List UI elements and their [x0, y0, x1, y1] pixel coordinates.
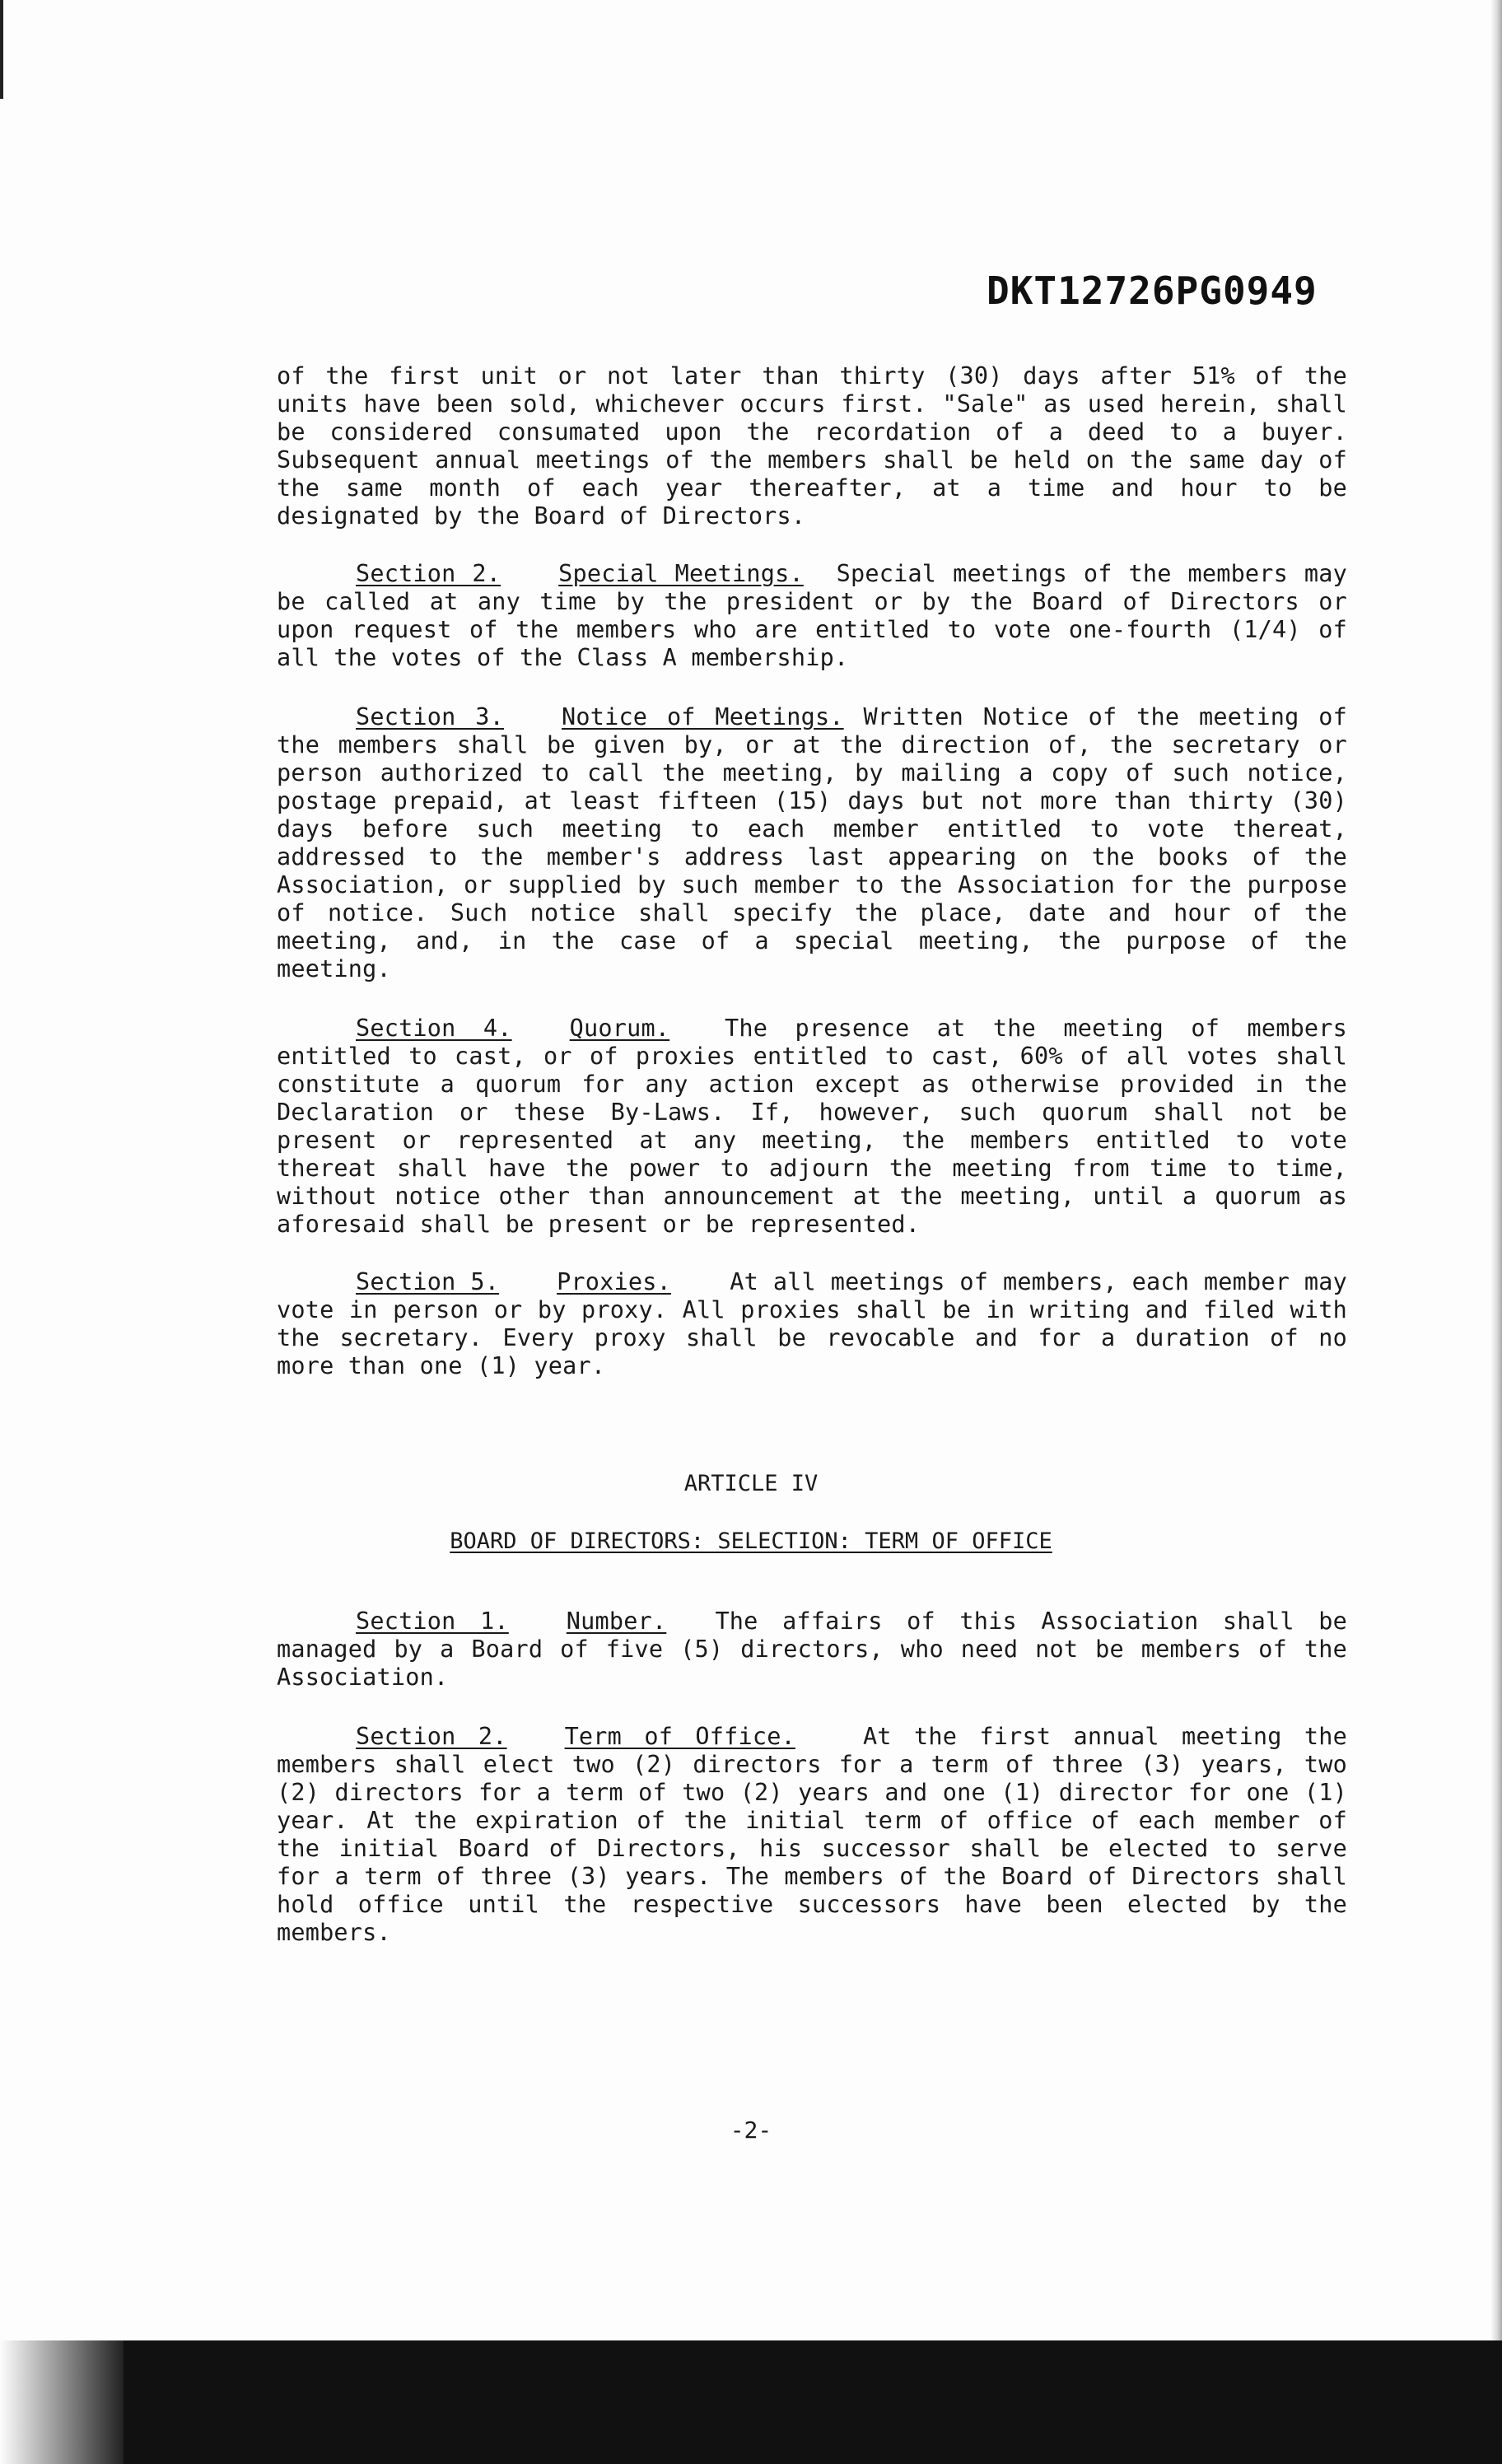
section-title: Notice of Meetings.: [562, 703, 844, 730]
article3-section5: [277, 1268, 1347, 1380]
article3-section2: [277, 560, 1347, 672]
section-number: Section 2.: [356, 1723, 507, 1750]
article4-section1: [277, 1608, 1347, 1692]
article-heading: ARTICLE IV: [683, 1471, 819, 1496]
intro-text: of the first unit or not later than thirty (30) days after 51% of the units have been sold, whichever occurs first. "Sale" as used herein, shall be considered consumated upon the recordation of a deed to a buyer. Subsequent annual meetings of the members shall be held on the same day of the same month of each year thereafter, at a time and hour to be designated by the Board of Directors.: [277, 362, 1347, 530]
article4-section2: [277, 1723, 1347, 1947]
section-text: Written Notice of the meeting of the members shall be given by, or at the direction of, the secretary or person authorized to call the meeting, by mailing a copy of such notice, postage prepaid, at least fifteen (15) days but not more than thirty (30) days before such meeting to each member entitled to vote thereat, addressed to the member's address last appearing on the books of the Association, or supplied by such member to the Association for the purpose of notice. Such notice shall specify the place, date and hour of the meeting, and, in the case of a special meeting, the purpose of the meeting.: [277, 703, 1348, 982]
scan-bottom-band: [124, 2340, 1502, 2464]
intro-paragraph: [277, 362, 1347, 530]
section-text: At all meetings of members, each member may vote in person or by proxy. All proxies shall be in writing and filed with the secretary. Every proxy shall be revocable and for a duration of no more than one (1) year.: [277, 1268, 1347, 1379]
article3-section4: [277, 1015, 1347, 1239]
section-title: Term of Office.: [564, 1723, 795, 1750]
section-title: Proxies.: [557, 1268, 671, 1295]
scan-edge-right: [1490, 0, 1502, 2464]
section-number: Section 2.: [356, 560, 501, 587]
section-title: Special Meetings.: [558, 560, 804, 587]
page-number: -2-: [730, 2116, 772, 2144]
section-number: Section 5.: [356, 1268, 500, 1295]
section-text: The affairs of this Association shall be managed by a Board of five (5) directors, who need not be members of the Association.: [277, 1608, 1347, 1691]
article-subheading: BOARD OF DIRECTORS: SELECTION: TERM OF OFFICE: [450, 1528, 1052, 1554]
section-number: Section 3.: [356, 703, 505, 730]
section-title: Quorum.: [569, 1015, 670, 1042]
section-title: Number.: [566, 1608, 667, 1635]
section-text: The presence at the meeting of members entitled to cast, or of proxies entitled to cast, 60% of all votes shall constitute a quorum for any action except as otherwise provided in the Declaration or these By-Laws. If, however, such quorum shall not be present or represented at any meeting, the members entitled to vote thereat shall have the power to adjourn the meeting from time to time, without notice other than announcement at the meeting, until a quorum as aforesaid shall be present or be represented.: [277, 1015, 1348, 1238]
docket-stamp: DKT12726PG0949: [987, 268, 1318, 313]
scan-bottom-fade: [0, 2340, 124, 2464]
section-number: Section 1.: [356, 1608, 509, 1635]
scan-edge-left: [0, 0, 3, 99]
article3-section3: [277, 703, 1347, 983]
section-number: Section 4.: [356, 1015, 512, 1042]
section-text: Special meetings of the members may be called at any time by the president or by the Board of Directors or upon request of the members who are entitled to vote one-fourth (1/4) of all the votes of the Class A membership.: [277, 560, 1348, 671]
section-text: At the first annual meeting the members shall elect two (2) directors for a term of three (3) years, two (2) directors for a term of two (2) years and one (1) director for one (1) year. At the expiration of the initial term of office of each member of the initial Board of Directors, his successor shall be elected to serve for a term of three (3) years. The members of the Board of Directors shall hold office until the respective successors have been elected by the members.: [277, 1723, 1347, 1946]
